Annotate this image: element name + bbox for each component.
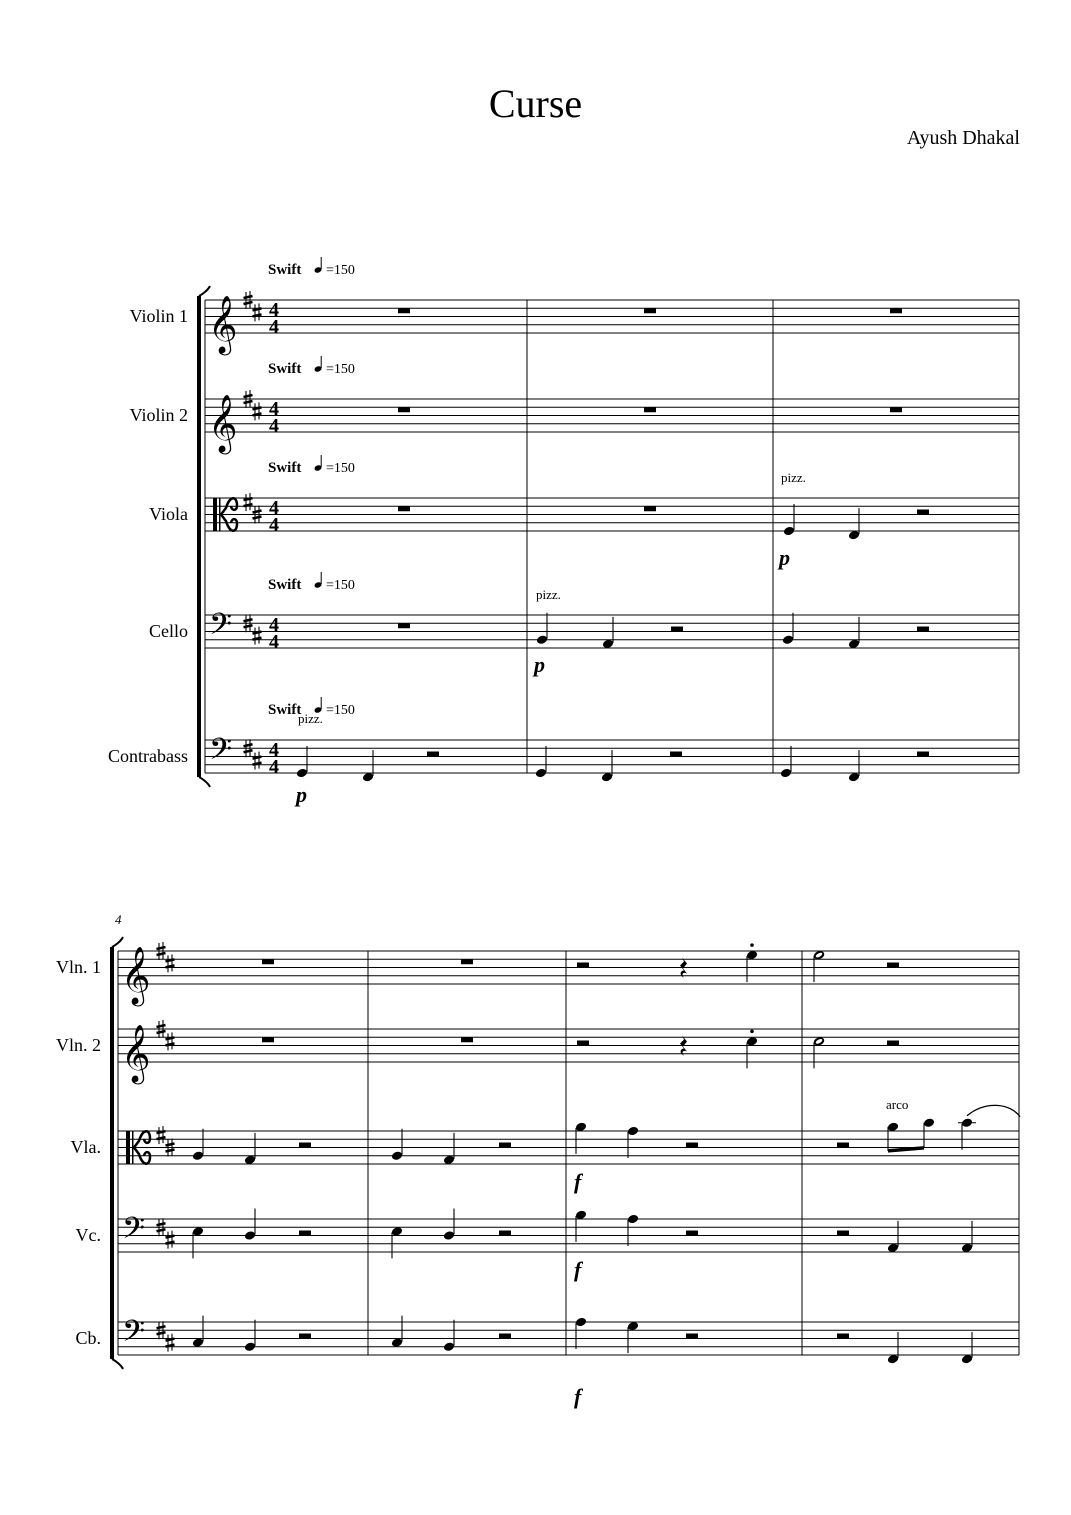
treble-clef-icon: 𝄞 bbox=[208, 395, 238, 451]
bracket-hook bbox=[199, 777, 210, 787]
quarter-note-icon bbox=[314, 455, 323, 472]
dynamic-mark: f bbox=[574, 1169, 582, 1194]
sharp-icon bbox=[244, 493, 253, 511]
staccato-dot bbox=[750, 1030, 754, 1034]
sharp-icon bbox=[166, 1231, 175, 1249]
tempo-word: Swift bbox=[268, 361, 302, 377]
quarter-note-icon bbox=[314, 572, 323, 589]
tempo-bpm: =150 bbox=[326, 703, 355, 718]
half-rest bbox=[499, 1334, 511, 1339]
arco-label: arco bbox=[886, 1097, 909, 1112]
staff-3 bbox=[71, 1126, 1020, 1164]
staff-1 bbox=[56, 942, 1019, 1007]
instrument-name: Vln. 2 bbox=[56, 1035, 101, 1055]
time-signature-top: 4 bbox=[269, 299, 279, 321]
alto-clef-bar bbox=[213, 498, 217, 531]
tempo-bpm: =150 bbox=[326, 461, 355, 476]
sharp-icon bbox=[253, 752, 262, 770]
tie-slur bbox=[967, 1105, 1020, 1116]
instrument-name: Vln. 1 bbox=[56, 957, 101, 977]
whole-rest bbox=[644, 407, 656, 412]
staff-2 bbox=[130, 356, 1019, 455]
whole-rest bbox=[398, 506, 410, 511]
whole-rest bbox=[398, 308, 410, 313]
staccato-dot bbox=[750, 943, 754, 947]
staff-2 bbox=[56, 1020, 1019, 1085]
time-signature-bottom: 4 bbox=[269, 756, 279, 778]
bass-clef-icon: 𝄢 bbox=[122, 1315, 146, 1355]
whole-rest bbox=[398, 407, 410, 412]
tempo-word: Swift bbox=[268, 460, 302, 476]
sharp-icon bbox=[157, 1126, 166, 1144]
whole-rest bbox=[890, 308, 902, 313]
dynamic-mark: p bbox=[534, 652, 545, 677]
time-signature-top: 4 bbox=[269, 398, 279, 420]
half-rest bbox=[299, 1143, 311, 1148]
staff-4 bbox=[149, 572, 1019, 653]
quarter-note bbox=[535, 768, 547, 779]
quarter-note-icon bbox=[314, 257, 323, 274]
tempo-bpm: =150 bbox=[326, 362, 355, 377]
half-rest bbox=[837, 1334, 849, 1339]
half-rest bbox=[887, 963, 899, 968]
tempo-marking bbox=[268, 455, 355, 476]
dynamic-mark: p bbox=[296, 782, 307, 807]
bracket-hook bbox=[112, 1359, 123, 1369]
whole-rest bbox=[461, 1037, 473, 1042]
time-signature-bottom: 4 bbox=[269, 316, 279, 338]
quarter-note bbox=[296, 768, 308, 779]
instrument-name: Vc. bbox=[75, 1225, 101, 1245]
quarter-note bbox=[782, 634, 794, 645]
quarter-note bbox=[575, 1317, 587, 1328]
half-rest bbox=[577, 1041, 589, 1046]
sharp-icon bbox=[166, 1032, 175, 1050]
system-1 bbox=[108, 257, 1019, 807]
staff-5 bbox=[108, 697, 1019, 778]
quarter-note bbox=[443, 1230, 455, 1241]
pizz-label: pizz. bbox=[298, 711, 323, 726]
half-rest bbox=[917, 752, 929, 757]
instrument-name: Violin 2 bbox=[129, 405, 188, 425]
sharp-icon bbox=[166, 1334, 175, 1352]
quarter-note bbox=[536, 634, 548, 645]
whole-rest bbox=[398, 623, 410, 628]
tempo-marking bbox=[268, 257, 355, 278]
whole-rest bbox=[644, 308, 656, 313]
treble-clef-icon: 𝄞 bbox=[208, 296, 238, 352]
instrument-name: Viola bbox=[149, 504, 188, 524]
bracket-hook bbox=[199, 286, 210, 296]
whole-rest bbox=[890, 407, 902, 412]
alto-clef-bar bbox=[219, 498, 221, 531]
whole-rest bbox=[262, 1037, 274, 1042]
half-rest bbox=[299, 1334, 311, 1339]
half-rest bbox=[686, 1334, 698, 1339]
quarter-note bbox=[244, 1230, 256, 1241]
pizz-label: pizz. bbox=[536, 587, 561, 602]
sharp-icon bbox=[253, 303, 262, 321]
time-signature-top: 4 bbox=[269, 614, 279, 636]
bracket-hook bbox=[112, 937, 123, 947]
time-signature-top: 4 bbox=[269, 497, 279, 519]
half-rest bbox=[837, 1231, 849, 1236]
quarter-note bbox=[443, 1341, 455, 1352]
system-2 bbox=[56, 912, 1020, 1409]
staff-4 bbox=[76, 1212, 1020, 1252]
time-signature-bottom: 4 bbox=[269, 514, 279, 536]
staff-5 bbox=[75, 1315, 1019, 1355]
instrument-name: Cello bbox=[149, 621, 188, 641]
quarter-note bbox=[780, 768, 792, 779]
dynamic-mark: p bbox=[779, 545, 790, 570]
half-rest bbox=[299, 1231, 311, 1236]
bass-clef-icon: 𝄢 bbox=[122, 1212, 146, 1252]
dynamic-mark: f bbox=[574, 1384, 582, 1409]
quarter-note bbox=[244, 1341, 256, 1352]
eighth-note bbox=[923, 1117, 935, 1128]
quarter-note-icon bbox=[314, 356, 323, 373]
alto-clef-bar bbox=[126, 1131, 130, 1164]
half-rest bbox=[917, 510, 929, 515]
quarter-note bbox=[627, 1214, 639, 1225]
time-signature-top: 4 bbox=[269, 739, 279, 761]
staff-3 bbox=[149, 455, 1019, 536]
staff-1 bbox=[130, 257, 1019, 356]
instrument-name: Cb. bbox=[75, 1328, 101, 1348]
whole-rest bbox=[262, 959, 274, 964]
note-beam bbox=[888, 1148, 924, 1151]
half-rest bbox=[917, 627, 929, 632]
whole-rest bbox=[461, 959, 473, 964]
alto-clef-bar bbox=[132, 1131, 134, 1164]
tempo-word: Swift bbox=[268, 702, 302, 718]
quarter-note bbox=[391, 1150, 403, 1161]
instrument-name: Contrabass bbox=[108, 746, 188, 766]
half-rest bbox=[671, 627, 683, 632]
sharp-icon bbox=[253, 402, 262, 420]
instrument-name: Vla. bbox=[70, 1137, 101, 1157]
half-rest bbox=[427, 752, 439, 757]
instrument-name: Violin 1 bbox=[129, 306, 188, 326]
score-title: Curse bbox=[488, 81, 583, 126]
half-rest bbox=[499, 1231, 511, 1236]
quarter-note bbox=[783, 526, 795, 537]
bass-clef-icon: 𝄢 bbox=[209, 733, 233, 773]
bass-clef-icon: 𝄢 bbox=[209, 608, 233, 648]
half-rest bbox=[686, 1143, 698, 1148]
time-signature-bottom: 4 bbox=[269, 631, 279, 653]
tempo-marking bbox=[268, 356, 355, 377]
time-signature-bottom: 4 bbox=[269, 415, 279, 437]
tempo-bpm: =150 bbox=[326, 578, 355, 593]
system-bracket bbox=[110, 947, 114, 1359]
half-rest bbox=[686, 1231, 698, 1236]
pizz-label: pizz. bbox=[781, 470, 806, 485]
dynamic-mark: f bbox=[574, 1257, 582, 1282]
whole-rest bbox=[644, 506, 656, 511]
half-rest bbox=[837, 1143, 849, 1148]
tempo-word: Swift bbox=[268, 262, 302, 278]
tempo-marking bbox=[268, 572, 355, 593]
tempo-bpm: =150 bbox=[326, 263, 355, 278]
half-rest bbox=[499, 1143, 511, 1148]
quarter-note bbox=[627, 1126, 639, 1137]
sharp-icon bbox=[253, 627, 262, 645]
composer-name: Ayush Dhakal bbox=[906, 127, 1020, 149]
treble-clef-icon: 𝄞 bbox=[121, 947, 151, 1003]
measure-number: 4 bbox=[115, 912, 122, 927]
half-rest bbox=[887, 1041, 899, 1046]
half-rest bbox=[670, 752, 682, 757]
system-bracket bbox=[197, 296, 201, 777]
half-rest bbox=[577, 963, 589, 968]
sharp-icon bbox=[166, 954, 175, 972]
tempo-word: Swift bbox=[268, 577, 302, 593]
quarter-note bbox=[192, 1150, 204, 1161]
treble-clef-icon: 𝄞 bbox=[121, 1025, 151, 1081]
